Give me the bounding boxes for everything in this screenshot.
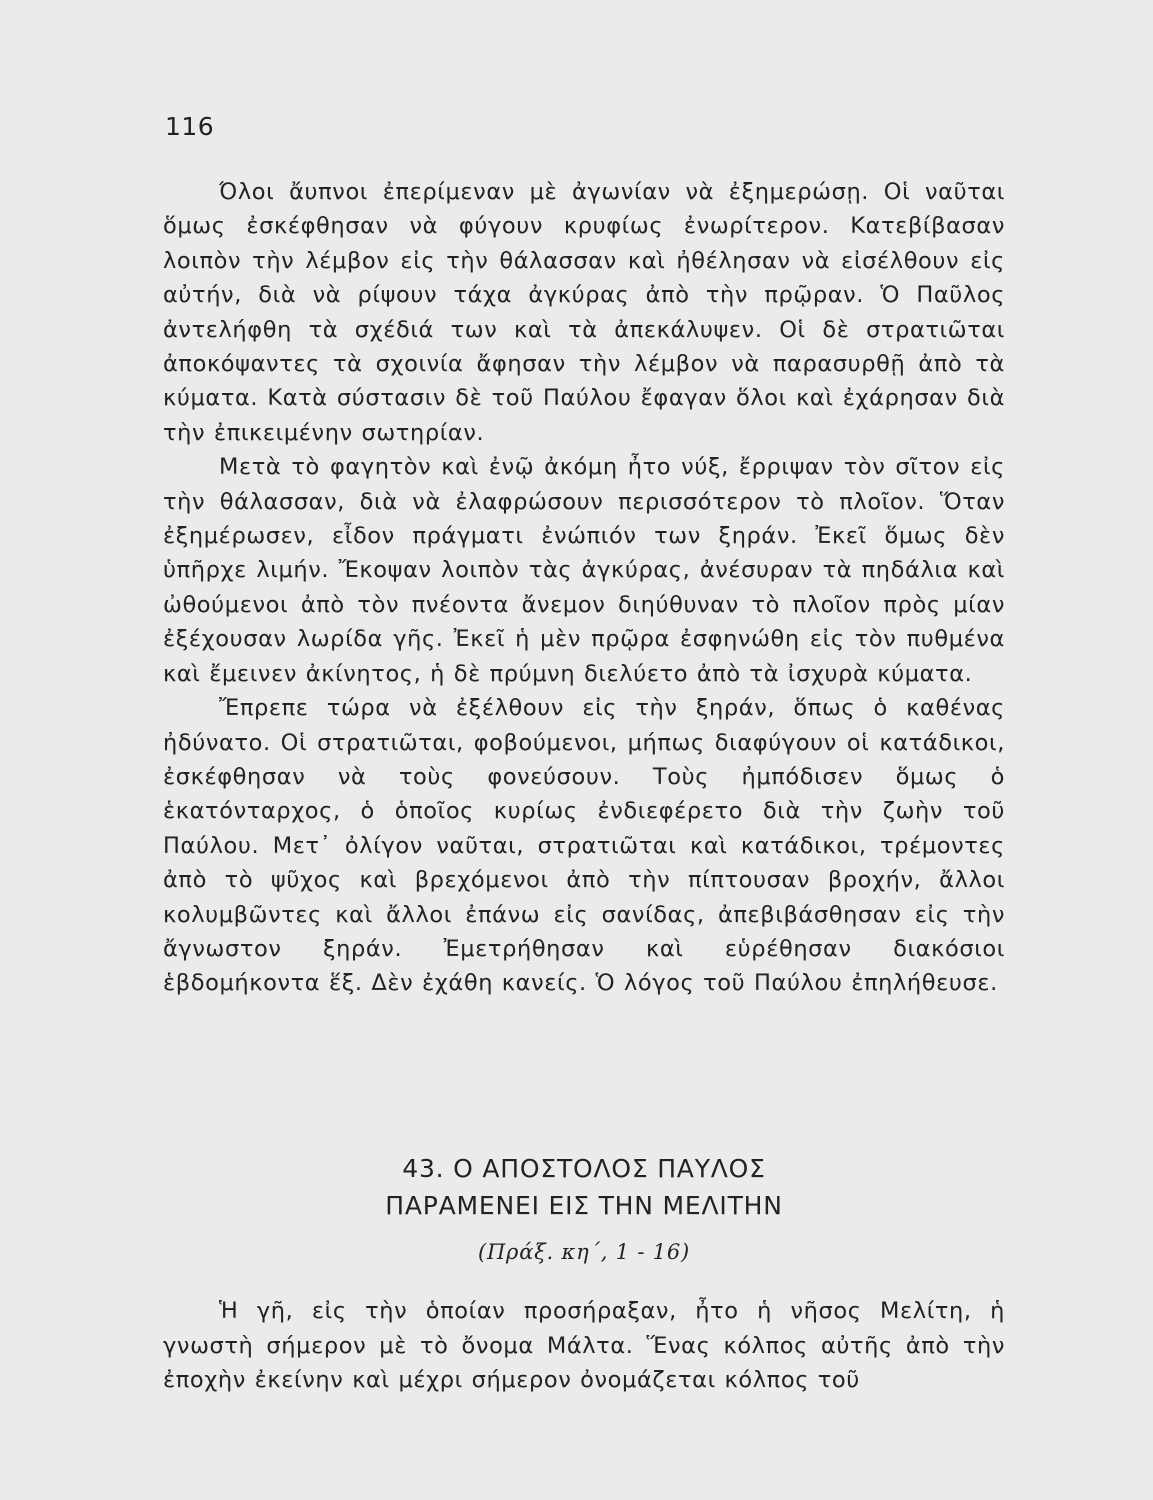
section-heading-line-1: 43. Ο ΑΠΟΣΤΟΛΟΣ ΠΑΥΛΟΣ	[402, 1154, 766, 1183]
body-text	[163, 175, 1005, 1001]
section-heading-line-2: ΠΑΡΑΜΕΝΕΙ ΕΙΣ ΤΗΝ ΜΕΛΙΤΗΝ	[385, 1191, 783, 1220]
paragraph: Ἔπρεπε τώρα νὰ ἐξέλθουν εἰς τὴν ξηράν, ὅπως ὁ καθένας ἠδύνατο. Οἱ στρατιῶται, φοβούμενοι, μήπως διαφύγουν οἱ κατάδικοι, ἐσκέφθησαν νὰ τοὺς φονεύσουν. Τοὺς ἠμπόδισεν ὅμως ὁ ἑκατόνταρχος, ὁ ὁποῖος κυρίως ἐνδιεφέρετο διὰ τὴν ζωὴν τοῦ Παύλου. Μετ᾽ ὀλίγον ναῦται, στρατιῶται καὶ κατάδικοι, τρέμοντες ἀπὸ τὸ ψῦχος καὶ βρεχόμενοι ἀπὸ τὴν πίπτουσαν βροχήν, ἄλλοι κολυμβῶντες καὶ ἄλλοι ἐπάνω εἰς σανίδας, ἀπεβιβάσθησαν εἰς τὴν ἄγνωστον ξηράν. Ἐμετρήθησαν καὶ εὑρέθησαν διακόσιοι ἑβδομήκοντα ἕξ. Δὲν ἐχάθη κανείς. Ὁ λόγος τοῦ Παύλου ἐπηλήθευσε.	[163, 695, 1005, 997]
scripture-reference: (Πράξ. κη΄, 1 - 16)	[477, 1240, 691, 1264]
paragraph: Μετὰ τὸ φαγητὸν καὶ ἐνῷ ἀκόμη ἦτο νύξ, ἔρριψαν τὸν σῖτον εἰς τὴν θάλασσαν, διὰ νὰ ἐλαφρώσουν περισσότερον τὸ πλοῖον. Ὅταν ἐξημέρωσεν, εἶδον πράγματι ἐνώπιόν των ξηράν. Ἐκεῖ ὅμως δὲν ὑπῆρχε λιμήν. Ἔκοψαν λοιπὸν τὰς ἀγκύρας, ἀνέσυραν τὰ πηδάλια καὶ ὠθούμενοι ἀπὸ τὸν πνέοντα ἄνεμον διηύθυναν τὸ πλοῖον πρὸς μίαν ἐξέχουσαν λωρίδα γῆς. Ἐκεῖ ἡ μὲν πρῷρα ἐσφηνώθη εἰς τὸν πυθμένα καὶ ἔμεινεν ἀκίνητος, ἡ δὲ πρύμνη διελύετο ἀπὸ τὰ ἰσχυρὰ κύματα.	[163, 454, 1005, 687]
paragraph: Ἡ γῆ, εἰς τὴν ὁποίαν προσήραξαν, ἦτο ἡ νῆσος Μελίτη, ἡ γνωστὴ σήμερον μὲ τὸ ὄνομα Μάλτα. Ἕνας κόλπος αὐτῆς ἀπὸ τὴν ἐποχὴν ἐκείνην καὶ μέχρι σήμερον ὀνομάζεται κόλπος τοῦ	[163, 1298, 1005, 1393]
section-body-text	[163, 1294, 1005, 1398]
paragraph: Όλοι ἄυπνοι ἐπερίμεναν μὲ ἀγωνίαν νὰ ἐξημερώσῃ. Οἱ ναῦται ὅμως ἐσκέφθησαν νὰ φύγουν κρυφίως ἐνωρίτερον. Κατεβίβασαν λοιπὸν τὴν λέμβον εἰς τὴν θάλασσαν καὶ ἠθέλησαν νὰ εἰσέλθουν εἰς αὐτήν, διὰ νὰ ρίψουν τάχα ἀγκύρας ἀπὸ τὴν πρῷραν. Ὁ Παῦλος ἀντελήφθη τὰ σχέδιά των καὶ τὰ ἀπεκάλυψεν. Οἱ δὲ στρατιῶται ἀποκόψαντες τὰ σχοινία ἄφησαν τὴν λέμβον νὰ παρασυρθῇ ἀπὸ τὰ κύματα. Κατὰ σύστασιν δὲ τοῦ Παύλου ἔφαγαν ὅλοι καὶ ἐχάρησαν διὰ τὴν ἐπικειμένην σωτηρίαν.	[163, 179, 1005, 446]
page-number: 116	[165, 112, 215, 141]
